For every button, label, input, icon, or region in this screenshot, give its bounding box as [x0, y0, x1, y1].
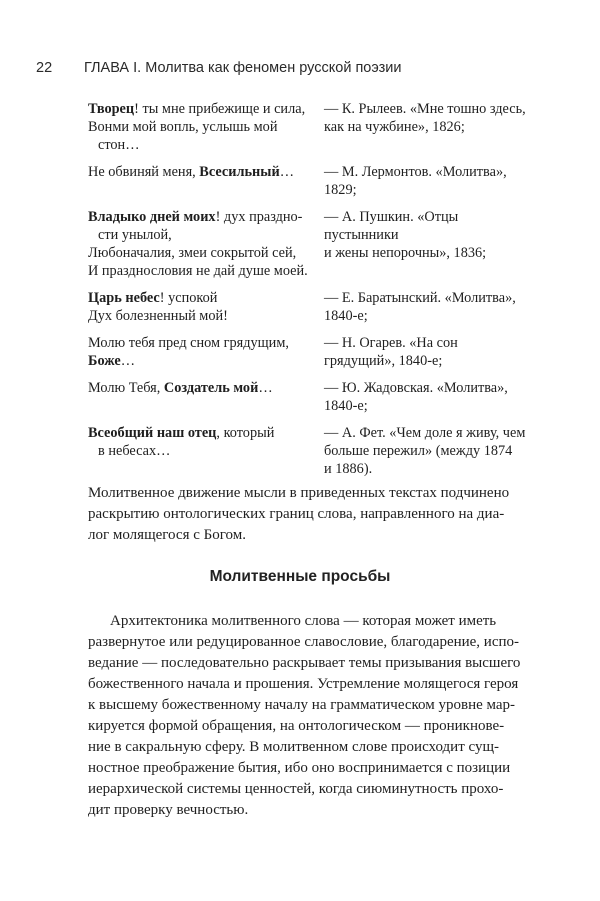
source-line: — А. Фет. «Чем доле я живу, чем [324, 425, 526, 441]
quote-line [88, 262, 324, 280]
source-line: и жены непорочны», 1836; [324, 245, 487, 261]
quote-row [88, 424, 538, 478]
quote-line [88, 352, 324, 370]
paragraph-line: к высшему божественному началу на грамматическом уровне мар- [88, 697, 516, 713]
paragraph-intro [88, 483, 514, 546]
source-line: — М. Лермонтов. «Молитва», [324, 164, 507, 180]
quote-address: Всеобщий наш отец [88, 425, 217, 441]
quote-source [324, 163, 538, 199]
source-line: — Н. Огарев. «На сон [324, 335, 458, 351]
quote-row [88, 379, 538, 415]
paragraph-line: дит проверку вечностью. [88, 802, 249, 818]
quote-line [88, 334, 324, 352]
quotes-table [88, 100, 538, 487]
quote-line-text: Вонми мой вопль, услышь мой [88, 119, 278, 135]
source-line: 1829; [324, 182, 357, 198]
quote-text [88, 208, 324, 280]
quote-line [88, 289, 324, 307]
quote-address: Владыко дней моих [88, 209, 216, 225]
quote-address: Творец [88, 101, 135, 117]
quote-address: Всесильный [199, 164, 280, 180]
quote-row [88, 208, 538, 280]
quote-row [88, 289, 538, 325]
source-line: — Ю. Жадовская. «Молитва», [324, 380, 508, 396]
quote-source [324, 208, 538, 280]
quote-address: Создатель мой [163, 380, 259, 396]
quote-line-text: … [258, 380, 273, 396]
quote-source [324, 334, 538, 370]
quote-address: Боже [88, 353, 121, 369]
quote-line [88, 379, 324, 397]
quote-line-text: … [120, 353, 136, 369]
quote-line-prefix: Молю Тебя, [88, 380, 164, 396]
quote-source [324, 100, 538, 154]
quote-line [88, 100, 324, 118]
quote-row [88, 163, 538, 199]
quote-line-text: сти унылой, [98, 227, 172, 243]
source-line: 1840-е; [324, 398, 368, 414]
quote-line-prefix: Не обвиняй меня, [88, 164, 200, 180]
quote-line-text: ! ты мне прибежище и сила, [134, 101, 306, 117]
quote-line [88, 163, 324, 181]
quote-address: Царь небес [88, 290, 160, 306]
paragraph-line: кируется формой обращения, на онтологическом — проникнове- [88, 718, 505, 734]
page-header [36, 60, 576, 80]
quote-line-text: Любоначалия, змеи сокрытой сей, [88, 245, 297, 261]
quote-line [88, 244, 324, 262]
quote-text [88, 424, 324, 478]
quote-line-text: стон… [98, 137, 140, 153]
quote-line-text: ! дух праздно- [215, 209, 303, 225]
quote-row [88, 100, 538, 154]
paragraph-line: иерархической системы ценностей, когда сиюминутность прохо- [88, 781, 504, 797]
paragraph-line: раскрытию онтологических границ слова, направленного на диа- [88, 506, 505, 522]
quote-line [88, 226, 324, 244]
quote-line-text: , который [216, 425, 275, 441]
paragraph-line: божественного начала и прошения. Устремление молящегося героя [88, 676, 519, 692]
quote-source [324, 289, 538, 325]
source-line: и 1886). [324, 461, 373, 477]
quote-text [88, 163, 324, 199]
section-heading: Молитвенные просьбы [209, 568, 391, 585]
paragraph-line: ведание — последовательно раскрывает темы призывания высшего [88, 655, 521, 671]
paragraph-line: Молитвенное движение мысли в приведенных текстах подчинено [88, 485, 510, 501]
source-line: — К. Рылеев. «Мне тошно здесь, [324, 101, 526, 117]
quote-line-text: … [279, 164, 294, 180]
source-line: грядущий», 1840-е; [324, 353, 443, 369]
paragraph-line: ние в сакральную сферу. В молитвенном слове происходит сущ- [88, 739, 500, 755]
quote-source [324, 424, 538, 478]
source-line: 1840-е; [324, 308, 368, 324]
quote-line-text: ! успокой [159, 290, 218, 306]
source-line: как на чужбине», 1826; [324, 119, 465, 135]
quote-line-text: И празднословия не дай душе моей. [88, 263, 308, 279]
paragraph-line: Архитектоника молитвенного слова — которая может иметь [110, 613, 497, 629]
quote-line [88, 208, 324, 226]
quote-line-text: в небесах… [98, 443, 171, 459]
source-line: больше пережил» (между 1874 [324, 443, 513, 459]
quote-line [88, 424, 324, 442]
quote-text [88, 379, 324, 415]
paragraph-line: развернутое или редуцированное славословие, благодарение, испо- [88, 634, 520, 650]
paragraph-main [88, 611, 521, 821]
source-line: пустынники [324, 227, 399, 243]
quote-text [88, 100, 324, 154]
chapter-title: ГЛАВА I. Молитва как феномен русской поэзии [84, 60, 402, 76]
quote-text [88, 334, 324, 370]
quote-text [88, 289, 324, 325]
quote-line [88, 442, 324, 460]
paragraph-line: ностное преображение бытия, ибо оно воспринимается с позиции [88, 760, 511, 776]
quote-source [324, 379, 538, 415]
quote-line [88, 118, 324, 136]
quote-row [88, 334, 538, 370]
quote-line-text: Молю тебя пред сном грядущим, [88, 335, 289, 351]
source-line: — Е. Баратынский. «Молитва», [324, 290, 516, 306]
paragraph-line: лог молящегося с Богом. [88, 527, 246, 543]
quote-line-text: Дух болезненный мой! [88, 308, 228, 324]
source-line: — А. Пушкин. «Отцы [324, 209, 459, 225]
quote-line [88, 307, 324, 325]
page-number: 22 [36, 60, 53, 76]
quote-line [88, 136, 324, 154]
